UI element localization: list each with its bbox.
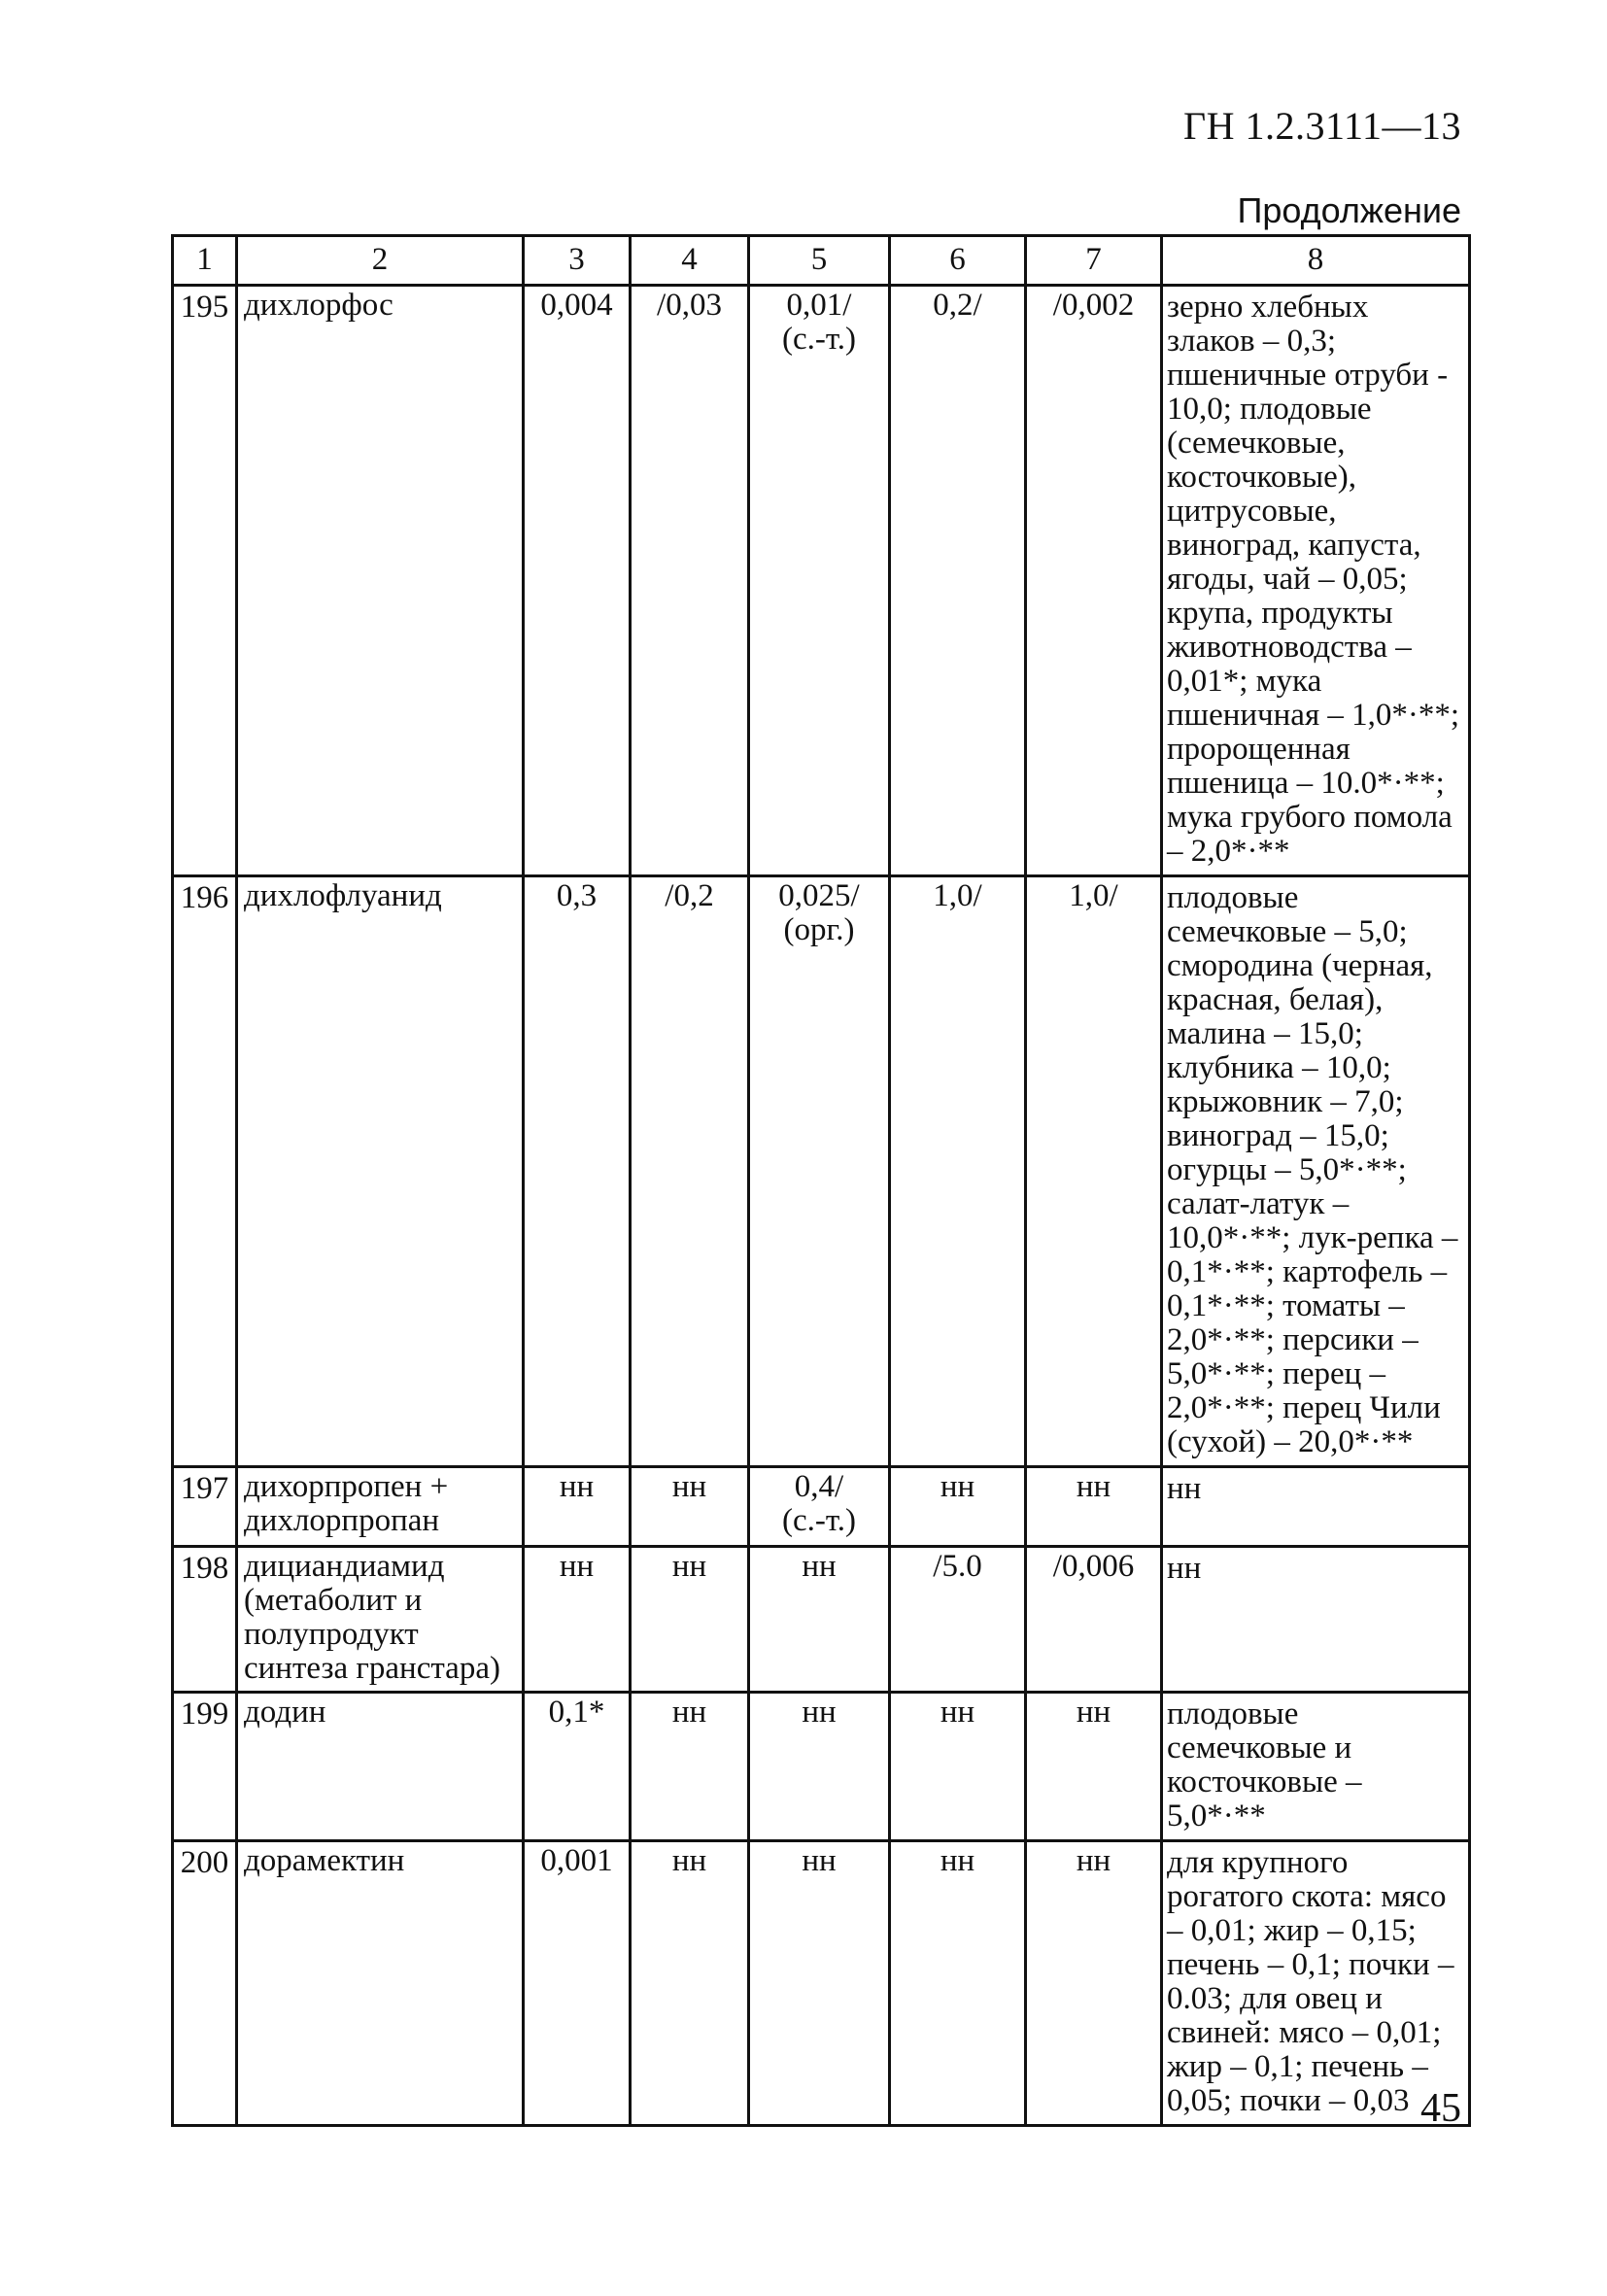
cell-col3: 0,3 [524,876,631,1467]
cell-col8-note: нн [1162,1547,1470,1693]
substance-name: дихлофлуанид [237,876,524,1467]
cell-col5: нн [749,1841,890,2126]
table-row [173,1693,1470,1841]
hygiene-norms-table [171,234,1471,2127]
cell-col6: нн [890,1467,1026,1547]
substance-name: дициандиамид (метаболит и полупродукт синтеза гранстара) [237,1547,524,1693]
cell-col7: /0,002 [1026,286,1162,876]
row-number: 195 [173,286,237,876]
cell-col5: нн [749,1693,890,1841]
column-header-7: 7 [1026,236,1162,286]
cell-col5: 0,025/ (орг.) [749,876,890,1467]
cell-col4: нн [631,1841,749,2126]
column-header-8: 8 [1162,236,1470,286]
cell-col7: нн [1026,1841,1162,2126]
document-code: ГН 1.2.3111—13 [1182,104,1461,148]
cell-col5: 0,01/ (с.-т.) [749,286,890,876]
cell-col8-note: нн [1162,1467,1470,1547]
column-header-4: 4 [631,236,749,286]
row-number: 200 [173,1841,237,2126]
table-body [173,286,1470,2126]
cell-col7: нн [1026,1693,1162,1841]
substance-name: додин [237,1693,524,1841]
cell-col5: 0,4/ (с.-т.) [749,1467,890,1547]
row-number: 198 [173,1547,237,1693]
table-row [173,1467,1470,1547]
table-row [173,286,1470,876]
column-header-1: 1 [173,236,237,286]
cell-col3: 0,1* [524,1693,631,1841]
cell-col6: 0,2/ [890,286,1026,876]
substance-name: дихлорфос [237,286,524,876]
substance-name: дихорпропен + дихлорпропан [237,1467,524,1547]
table-row [173,1841,1470,2126]
cell-col3: 0,004 [524,286,631,876]
cell-col3: нн [524,1547,631,1693]
cell-col4: /0,2 [631,876,749,1467]
cell-col6: нн [890,1693,1026,1841]
cell-col8-note: зерно хлебных злаков – 0,3; пшеничные отруби - 10,0; плодовые (семечковые, косточковые), цитрусовые, виноград, капуста, ягоды, чай – 0,05; крупа, продукты животноводства – 0,01*; мука пшеничная – 1,0*·**; пророщенная пшеница – 10.0*·**; мука грубого помола – 2,0*·** [1162,286,1470,876]
table-header [173,236,1470,286]
cell-col4: нн [631,1693,749,1841]
cell-col8-note: плодовые семечковые и косточковые – 5,0*·** [1162,1693,1470,1841]
column-header-3: 3 [524,236,631,286]
cell-col4: нн [631,1547,749,1693]
cell-col4: нн [631,1467,749,1547]
cell-col6: /5.0 [890,1547,1026,1693]
column-header-2: 2 [237,236,524,286]
column-header-6: 6 [890,236,1026,286]
cell-col7: нн [1026,1467,1162,1547]
cell-col3: нн [524,1467,631,1547]
row-number: 197 [173,1467,237,1547]
cell-col7: 1,0/ [1026,876,1162,1467]
cell-col6: нн [890,1841,1026,2126]
cell-col6: 1,0/ [890,876,1026,1467]
row-number: 199 [173,1693,237,1841]
cell-col3: 0,001 [524,1841,631,2126]
continuation-label: Продолжение [1237,190,1461,230]
substance-name: дорамектин [237,1841,524,2126]
table-row [173,1547,1470,1693]
cell-col8-note: для крупного рогатого скота: мясо – 0,01; жир – 0,15; печень – 0,1; почки – 0.03; для овец и свиней: мясо – 0,01; жир – 0,1; печень – 0,05; почки – 0,03 [1162,1841,1470,2126]
cell-col7: /0,006 [1026,1547,1162,1693]
column-header-5: 5 [749,236,890,286]
page-number: 45 [1420,2086,1461,2131]
cell-col4: /0,03 [631,286,749,876]
row-number: 196 [173,876,237,1467]
cell-col8-note: плодовые семечковые – 5,0; смородина (черная, красная, белая), малина – 15,0; клубника – 10,0; крыжовник – 7,0; виноград – 15,0; огурцы – 5,0*·**; салат-латук – 10,0*·**; лук-репка – 0,1*·**; картофель – 0,1*·**; томаты – 2,0*·**; персики – 5,0*·**; перец – 2,0*·**; перец Чили (сухой) – 20,0*·** [1162,876,1470,1467]
table-row [173,876,1470,1467]
cell-col5: нн [749,1547,890,1693]
header-row [173,236,1470,286]
